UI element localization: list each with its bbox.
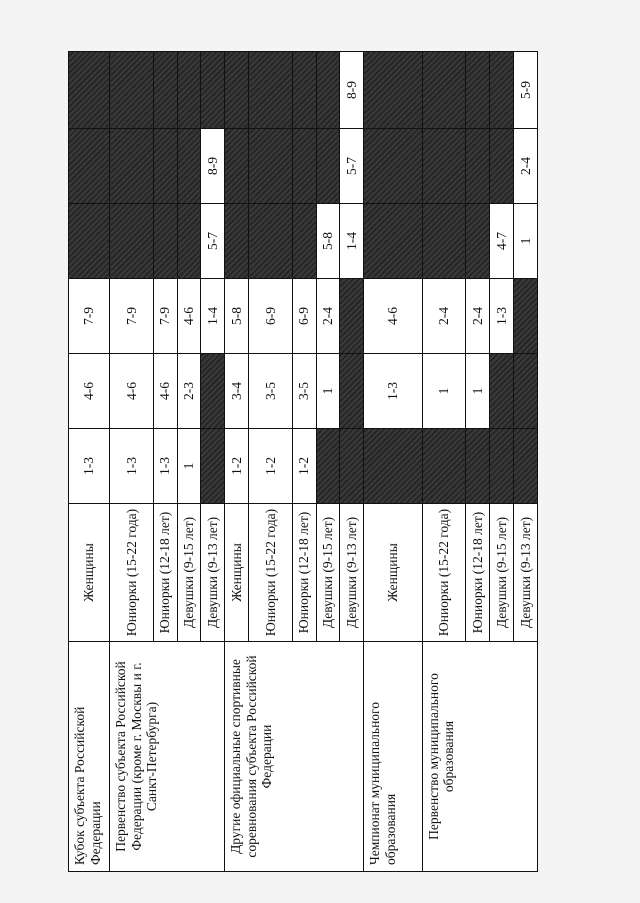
place-cell: 2-4 xyxy=(422,279,465,354)
place-cell xyxy=(201,52,225,129)
place-cell: 5-8 xyxy=(316,204,340,279)
age-group-label: Юниорки (15-22 года) xyxy=(110,504,153,642)
place-cell: 1 xyxy=(316,354,340,429)
place-cell xyxy=(153,204,177,279)
place-cell xyxy=(422,204,465,279)
age-group-label: Юниорки (12-18 лет) xyxy=(292,504,316,642)
place-cell: 2-4 xyxy=(316,279,340,354)
age-group-label: Девушки (9-13 лет) xyxy=(340,504,364,642)
place-cell: 2-4 xyxy=(514,129,538,204)
place-cell: 4-6 xyxy=(110,354,153,429)
competition-name: Другие официальные спортивные соревнования субъекта Российской Федерации xyxy=(225,642,364,872)
age-group-label: Девушки (9-15 лет) xyxy=(177,504,201,642)
place-cell: 3-5 xyxy=(249,354,292,429)
place-cell xyxy=(514,354,538,429)
place-cell xyxy=(340,429,364,504)
place-cell: 4-6 xyxy=(364,279,423,354)
place-cell xyxy=(466,129,490,204)
age-group-label: Девушки (9-13 лет) xyxy=(514,504,538,642)
place-cell: 7-9 xyxy=(153,279,177,354)
place-cell xyxy=(340,279,364,354)
place-cell xyxy=(364,429,423,504)
table-row xyxy=(225,52,249,872)
competition-name: Первенство субъекта Российской Федерации (кроме г. Москвы и г. Санкт-Петербурга) xyxy=(110,642,225,872)
place-cell: 4-7 xyxy=(490,204,514,279)
place-cell xyxy=(225,52,249,129)
place-cell xyxy=(292,204,316,279)
ranking-table xyxy=(68,51,538,872)
place-cell: 4-6 xyxy=(69,354,110,429)
table-row xyxy=(422,52,465,872)
place-cell xyxy=(340,354,364,429)
place-cell xyxy=(69,129,110,204)
place-cell: 1 xyxy=(422,354,465,429)
place-cell xyxy=(292,52,316,129)
age-group-label: Девушки (9-13 лет) xyxy=(201,504,225,642)
place-cell: 1-3 xyxy=(364,354,423,429)
table-row xyxy=(364,52,423,872)
place-cell xyxy=(422,429,465,504)
age-group-label: Девушки (9-15 лет) xyxy=(316,504,340,642)
place-cell: 1-2 xyxy=(249,429,292,504)
place-cell xyxy=(110,129,153,204)
place-cell xyxy=(466,204,490,279)
place-cell: 1-3 xyxy=(110,429,153,504)
place-cell xyxy=(466,52,490,129)
place-cell xyxy=(316,429,340,504)
place-cell xyxy=(249,129,292,204)
table-row xyxy=(69,52,110,872)
age-group-label: Девушки (9-15 лет) xyxy=(490,504,514,642)
age-group-label: Женщины xyxy=(225,504,249,642)
age-group-label: Юниорки (12-18 лет) xyxy=(466,504,490,642)
place-cell xyxy=(292,129,316,204)
age-group-label: Юниорки (15-22 года) xyxy=(422,504,465,642)
place-cell xyxy=(69,52,110,129)
place-cell xyxy=(177,204,201,279)
place-cell xyxy=(153,52,177,129)
place-cell xyxy=(110,204,153,279)
place-cell xyxy=(364,129,423,204)
place-cell xyxy=(177,129,201,204)
place-cell: 1 xyxy=(177,429,201,504)
place-cell: 4-6 xyxy=(153,354,177,429)
place-cell xyxy=(490,354,514,429)
place-cell: 7-9 xyxy=(110,279,153,354)
place-cell xyxy=(490,129,514,204)
place-cell xyxy=(422,52,465,129)
place-cell: 3-4 xyxy=(225,354,249,429)
place-cell: 7-9 xyxy=(69,279,110,354)
table-row xyxy=(110,52,153,872)
place-cell: 6-9 xyxy=(249,279,292,354)
place-cell xyxy=(249,204,292,279)
competition-name: Кубок субъекта Российской Федерации xyxy=(69,642,110,872)
place-cell: 8-9 xyxy=(340,52,364,129)
place-cell xyxy=(490,429,514,504)
place-cell: 5-9 xyxy=(514,52,538,129)
place-cell: 1 xyxy=(466,354,490,429)
place-cell xyxy=(364,204,423,279)
place-cell xyxy=(422,129,465,204)
place-cell: 2-3 xyxy=(177,354,201,429)
place-cell: 4-6 xyxy=(177,279,201,354)
place-cell xyxy=(249,52,292,129)
age-group-label: Женщины xyxy=(69,504,110,642)
place-cell: 8-9 xyxy=(201,129,225,204)
age-group-label: Женщины xyxy=(364,504,423,642)
competition-name: Чемпионат муниципального образования xyxy=(364,642,423,872)
place-cell xyxy=(177,52,201,129)
place-cell: 1-3 xyxy=(490,279,514,354)
place-cell: 1-2 xyxy=(225,429,249,504)
place-cell: 2-4 xyxy=(466,279,490,354)
place-cell xyxy=(201,429,225,504)
place-cell xyxy=(201,354,225,429)
place-cell xyxy=(490,52,514,129)
age-group-label: Юниорки (12-18 лет) xyxy=(153,504,177,642)
place-cell: 1-2 xyxy=(292,429,316,504)
place-cell: 3-5 xyxy=(292,354,316,429)
place-cell xyxy=(153,129,177,204)
place-cell: 1-4 xyxy=(340,204,364,279)
place-cell xyxy=(316,129,340,204)
place-cell: 1-4 xyxy=(201,279,225,354)
place-cell: 1-3 xyxy=(153,429,177,504)
competition-name: Первенство муниципального образования xyxy=(422,642,537,872)
place-cell: 1-3 xyxy=(69,429,110,504)
place-cell xyxy=(364,52,423,129)
place-cell: 1 xyxy=(514,204,538,279)
place-cell: 5-7 xyxy=(340,129,364,204)
place-cell: 6-9 xyxy=(292,279,316,354)
place-cell xyxy=(225,129,249,204)
place-cell xyxy=(514,429,538,504)
place-cell xyxy=(110,52,153,129)
place-cell xyxy=(225,204,249,279)
place-cell: 5-8 xyxy=(225,279,249,354)
place-cell xyxy=(69,204,110,279)
place-cell xyxy=(466,429,490,504)
place-cell xyxy=(316,52,340,129)
place-cell xyxy=(514,279,538,354)
age-group-label: Юниорки (15-22 года) xyxy=(249,504,292,642)
place-cell: 5-7 xyxy=(201,204,225,279)
rotated-table-container xyxy=(68,52,538,872)
